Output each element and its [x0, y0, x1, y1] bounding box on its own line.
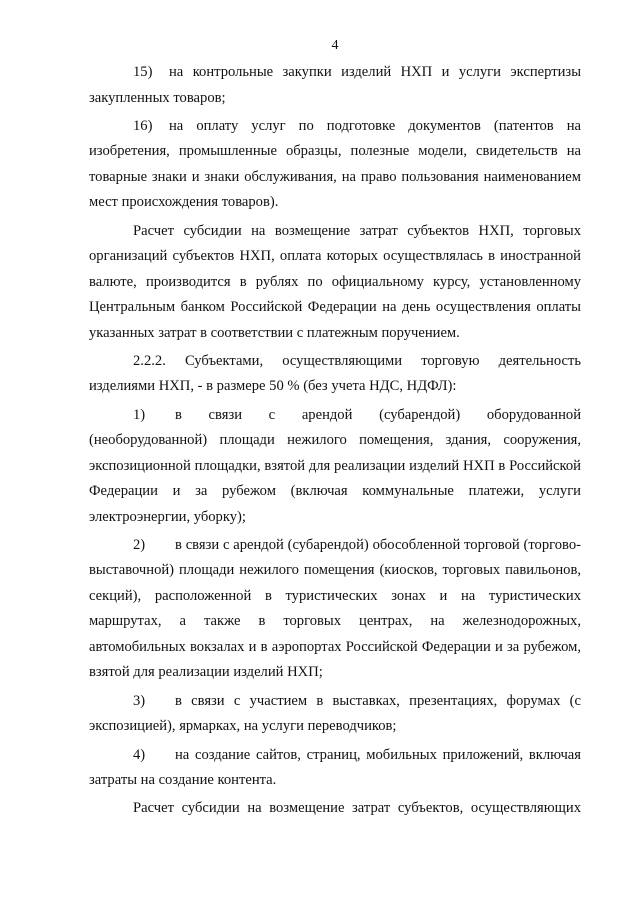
paragraph-text: в связи с участием в выставках, презентациях, форумах (с экспозицией), ярмарках, на услуги переводчиков;: [89, 692, 581, 735]
page-number: 4: [331, 38, 339, 53]
item-number: 3): [133, 692, 146, 709]
paragraph-text: на создание сайтов, страниц, мобильных приложений, включая затраты на создание контента.: [89, 746, 581, 789]
paragraph-text: на контрольные закупки изделий НХП и услуги экспертизы закупленных товаров;: [89, 64, 581, 106]
paragraph-item-16: [89, 114, 581, 216]
paragraph-item-2: [89, 533, 581, 686]
paragraph-subsidy-trading: [89, 796, 581, 822]
item-number: 2): [133, 536, 146, 553]
paragraph-text: в связи с арендой (субарендой) обособленной торговой (торгово-выставочной) площади нежилого помещения (киосков, торговых павильонов, секций), расположенной в туристических зонах и на туристических маршрутах, а также в торговых центрах, на железнодорожных, автомобильных вокзалах и в аэропортах Российской Федерации и за рубежом, взятой для реализации изделий НХП;: [89, 536, 581, 681]
paragraph-text: Расчет субсидии на возмещение затрат субъектов, осуществляющих: [133, 800, 581, 817]
document-body: [89, 60, 581, 825]
paragraph-text: 2.2.2. Субъектами, осуществляющими торговую деятельность изделиями НХП, - в размере 50 % (без учета НДС, НДФЛ):: [89, 352, 581, 395]
paragraph-subsidy-currency: [89, 219, 581, 347]
paragraph-item-4: [89, 743, 581, 794]
item-number: 16): [133, 117, 153, 134]
paragraph-text: в связи с арендой (субарендой) оборудованной (необорудованной) площади нежилого помещения, здания, сооружения, экспозиционной площадки, взятой для реализации изделий НХП в Российской Федерации и за рубежом (включая коммунальные платежи, услуги электроэнергии, уборку);: [89, 406, 581, 525]
paragraph-item-15: [89, 60, 581, 111]
paragraph-text: Расчет субсидии на возмещение затрат субъектов НХП, торговых организаций субъектов НХП, оплата которых осуществлялась в иностранной валюте, производится в рублях по официальному курсу, установленному Центральным банком Российской Федерации на день осуществления оплаты указанных затрат в соответствии с платежным поручением.: [89, 222, 581, 341]
paragraph-text: на оплату услуг по подготовке документов (патентов на изобретения, промышленные образцы, полезные модели, свидетельств на товарные знаки и знаки обслуживания, на право пользования наименованием мест происхождения товаров).: [89, 117, 581, 211]
item-number: 1): [133, 406, 146, 423]
paragraph-section-2-2-2: [89, 349, 581, 400]
paragraph-item-3: [89, 689, 581, 740]
paragraph-item-1: [89, 403, 581, 531]
item-number: 4): [133, 746, 146, 763]
item-number: 15): [133, 64, 153, 80]
